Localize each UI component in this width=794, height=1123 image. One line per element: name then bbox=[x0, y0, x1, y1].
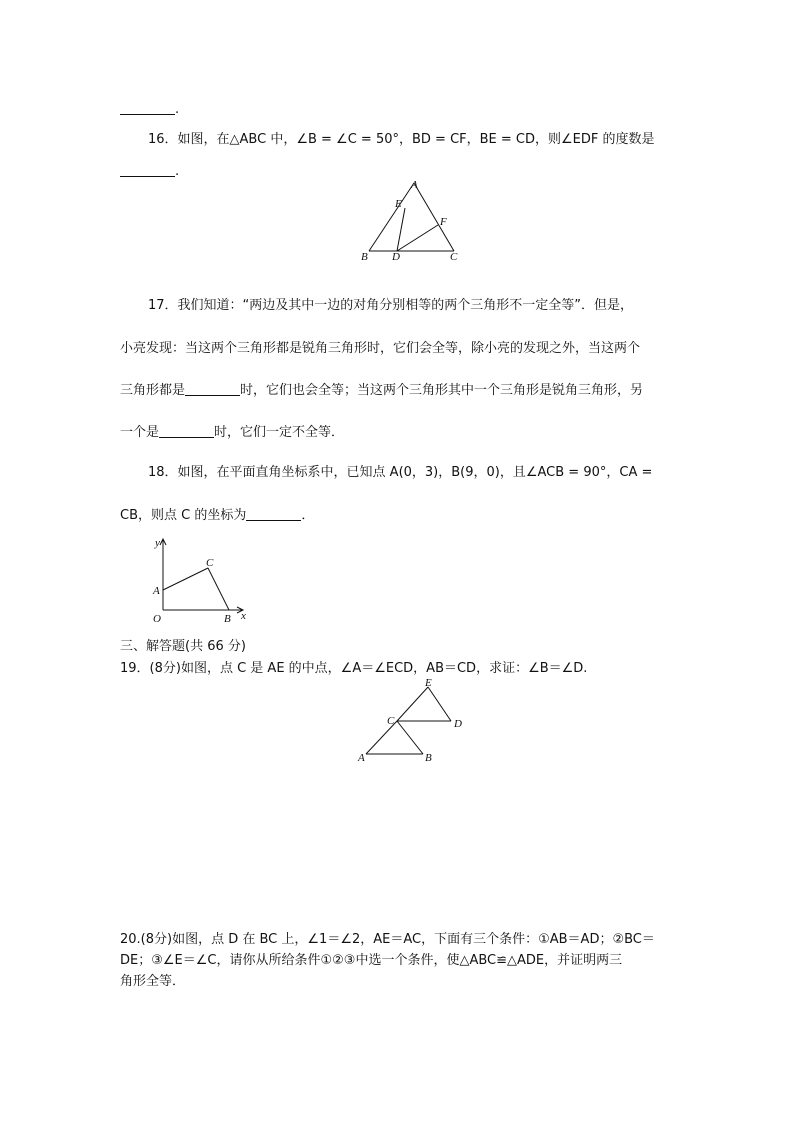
q20-line3: 角形全等． bbox=[120, 974, 186, 989]
q16-line2: . bbox=[120, 162, 179, 181]
q18-line1: 18．如图，在平面直角坐标系中，已知点 A(0，3)，B(9，0)，且∠ACB = 90°，CA = bbox=[148, 465, 653, 480]
label-e: E bbox=[425, 677, 432, 689]
label-d: D bbox=[454, 718, 462, 730]
label-d: D bbox=[392, 251, 400, 263]
answer-blank bbox=[120, 162, 175, 177]
q20-line2: DE；③∠E＝∠C，请你从所给条件①②③中选一个条件，使△ABC≌△ADE，并证明两三 bbox=[120, 953, 623, 968]
label-a: A bbox=[153, 585, 160, 597]
label-y: y bbox=[155, 537, 160, 549]
q17-line1: 17．我们知道：“两边及其中一边的对角分别相等的两个三角形不一定全等”．但是， bbox=[148, 298, 634, 313]
answer-blank bbox=[159, 423, 214, 438]
segment-df bbox=[397, 225, 438, 251]
label-a: A bbox=[411, 179, 418, 191]
q16-triangle-figure bbox=[360, 178, 470, 264]
q19-triangles-figure bbox=[355, 677, 470, 767]
label-c: C bbox=[206, 557, 214, 569]
q16-line1: 16．如图，在△ABC 中，∠B = ∠C = 50°，BD = CF，BE = CD，则∠EDF 的度数是 bbox=[148, 132, 655, 147]
section-title: 三、解答题(共 66 分) bbox=[120, 639, 246, 654]
label-f: F bbox=[440, 216, 447, 228]
segment-ed bbox=[397, 208, 405, 251]
label-c: C bbox=[387, 715, 395, 727]
segment-ac bbox=[163, 568, 208, 590]
q18-coordinate-figure bbox=[148, 536, 258, 628]
segment-ce bbox=[397, 687, 428, 721]
q17-line4: 一个是 时，它们一定不全等． bbox=[120, 425, 345, 440]
label-o: O bbox=[153, 613, 161, 625]
q17-line3: 三角形都是 时，它们也会全等；当这两个三角形其中一个三角形是锐角三角形，另 bbox=[120, 383, 644, 398]
q20-line1: 20.(8分)如图，点 D 在 BC 上，∠1＝∠2，AE＝AC，下面有三个条件：①AB＝AD；②BC＝ bbox=[120, 932, 655, 947]
answer-blank bbox=[120, 100, 175, 115]
label-b: B bbox=[425, 752, 432, 764]
label-b: B bbox=[361, 251, 368, 263]
q19-text: 19．(8分)如图，点 C 是 AE 的中点，∠A＝∠ECD，AB＝CD，求证：∠B＝∠D. bbox=[120, 661, 588, 676]
q18-line2: CB，则点 C 的坐标为 ． bbox=[120, 508, 315, 523]
label-c: C bbox=[450, 251, 458, 263]
side-ab bbox=[369, 183, 414, 251]
label-a: A bbox=[358, 752, 365, 764]
segment-cb bbox=[397, 721, 423, 754]
answer-blank bbox=[246, 506, 301, 521]
label-e: E bbox=[395, 198, 402, 210]
answer-blank bbox=[185, 381, 240, 396]
side-ac bbox=[414, 183, 454, 251]
label-x: x bbox=[241, 610, 246, 622]
segment-ed bbox=[428, 687, 451, 721]
top-answer-line: . bbox=[120, 100, 179, 119]
segment-cb bbox=[208, 568, 229, 610]
q17-line2: 小亮发现：当这两个三角形都是锐角三角形时，它们会全等，除小亮的发现之外，当这两个 bbox=[120, 341, 641, 356]
label-b: B bbox=[224, 613, 231, 625]
